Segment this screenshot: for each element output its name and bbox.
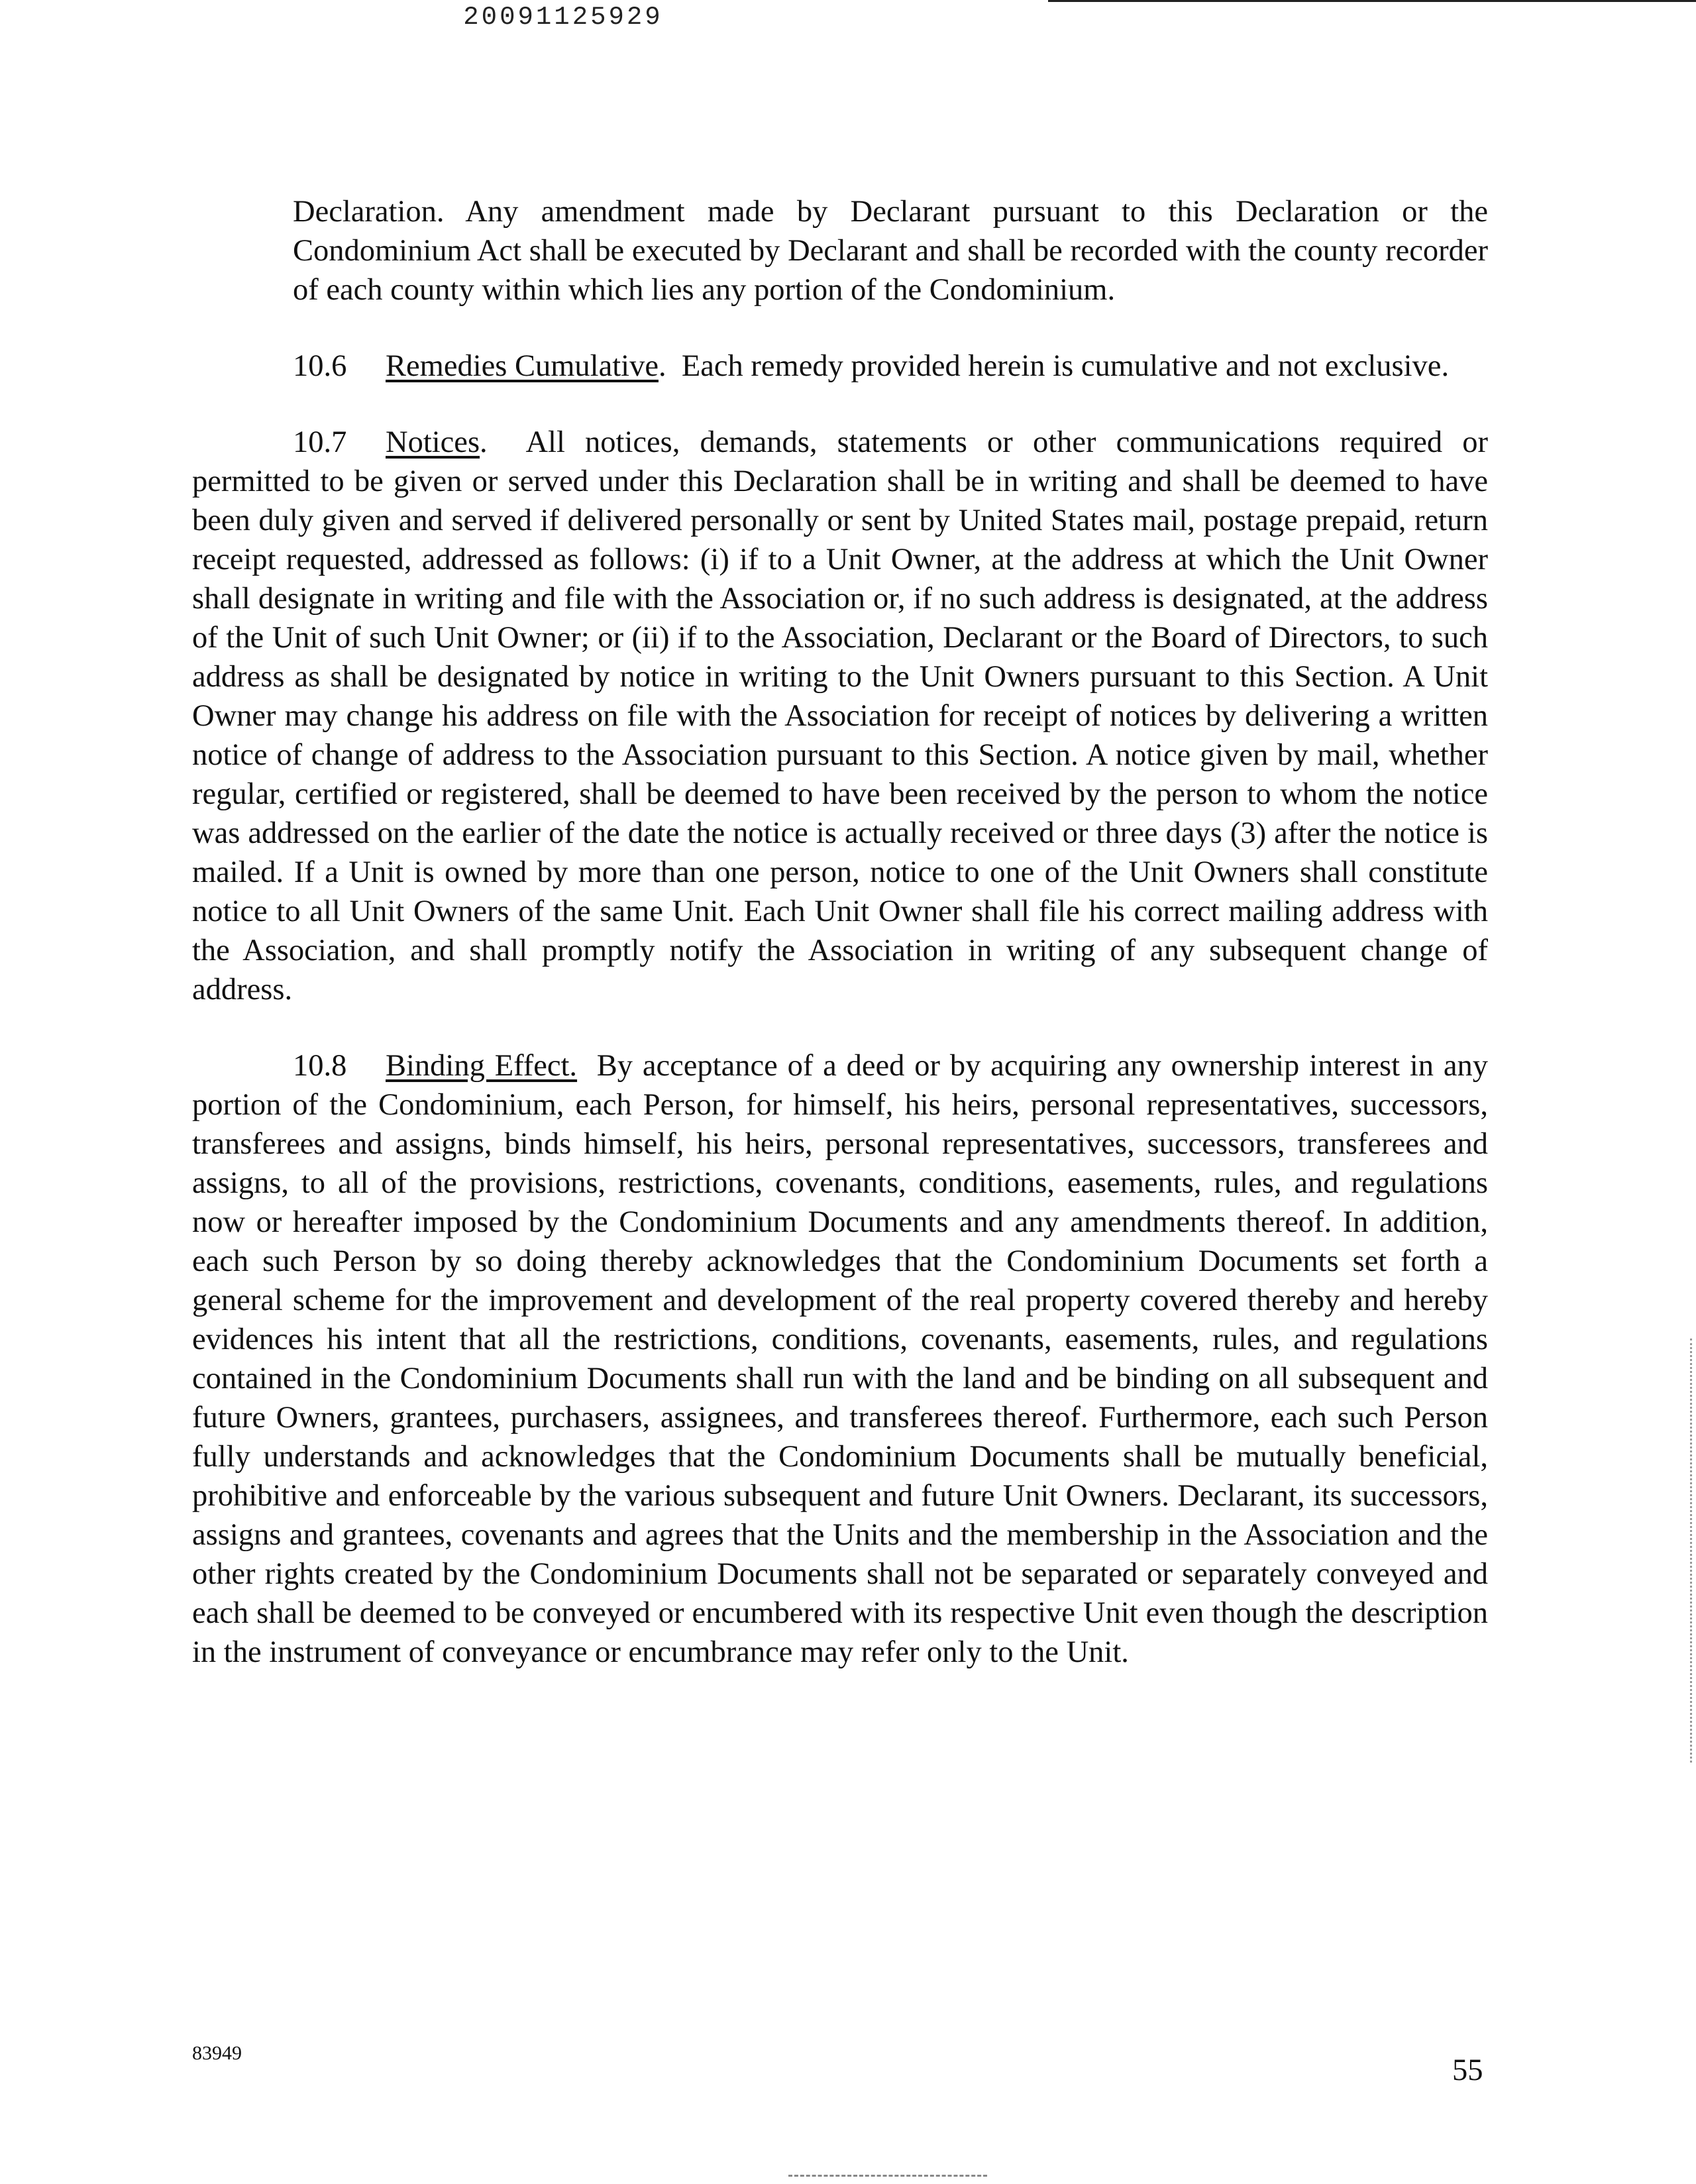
section-number: 10.8 xyxy=(293,1049,347,1083)
top-rule xyxy=(1048,0,1696,2)
section-10-7 xyxy=(192,423,1488,1009)
section-title: Binding Effect. xyxy=(386,1049,578,1083)
section-10-6 xyxy=(192,347,1488,386)
section-title-suffix: . xyxy=(480,425,488,459)
document-body xyxy=(192,192,1488,1672)
intro-paragraph: Declaration. Any amendment made by Declarant pursuant to this Declaration or the Condominium Act shall be executed by Declarant and shall be recorded with the county recorder of each county within which lies any portion of the Condominium. xyxy=(293,195,1488,307)
section-title: Notices xyxy=(386,425,480,459)
section-text: All notices, demands, statements or other communications required or permitted to be given or served under this Declaration shall be in writing and shall be deemed to have been duly given and served if delivered personally or sent by United States mail, postage prepaid, return receipt requested, addressed as follows: (i) if to a Unit Owner, at the address at which the Unit Owner shall designate in writing and file with the Association or, if no such address is designated, at the address of the Unit of such Unit Owner; or (ii) if to the Association, Declarant or the Board of Directors, to such address as shall be designated by notice in writing to the Unit Owners pursuant to this Section. A Unit Owner may change his address on file with the Association for receipt of notices by delivering a written notice of change of address to the Association pursuant to this Section. A notice given by mail, whether regular, certified or registered, shall be deemed to have been received by the person to whom the notice was addressed on the earlier of the date the notice is actually received or three days (3) after the notice is mailed. If a Unit is owned by more than one person, notice to one of the Unit Owners shall constitute notice to all Unit Owners of the same Unit. Each Unit Owner shall file his correct mailing address with the Association, and shall promptly notify the Association in writing of any subsequent change of address. xyxy=(192,425,1488,1007)
section-title: Remedies Cumulative xyxy=(386,349,659,383)
section-text: Each remedy provided herein is cumulative and not exclusive. xyxy=(681,349,1450,383)
section-10-8 xyxy=(192,1046,1488,1672)
record-number: 20091125929 xyxy=(463,3,663,32)
page-number: 55 xyxy=(1452,2053,1483,2087)
scan-bottom-marks xyxy=(788,2175,987,2179)
document-id: 83949 xyxy=(192,2042,242,2064)
scan-margin-marks xyxy=(1690,1338,1696,1763)
section-number: 10.6 xyxy=(293,349,347,383)
section-text: By acceptance of a deed or by acquiring any ownership interest in any portion of the Condominium, each Person, for himself, his heirs, personal representatives, successors, transferees and assigns, binds himself, his heirs, personal representatives, successors, transferees and assigns, to all of the provisions, restrictions, covenants, conditions, easements, rules, and regulations now or hereafter imposed by the Condominium Documents and any amendments thereof. In addition, each such Person by so doing thereby acknowledges that the Condominium Documents set forth a general scheme for the improvement and development of the real property covered thereby and hereby evidences his intent that all the restrictions, conditions, covenants, easements, rules, and regulations contained in the Condominium Documents shall run with the land and be binding on all subsequent and future Owners, grantees, purchasers, assignees, and transferees thereof. Furthermore, each such Person fully understands and acknowledges that the Condominium Documents shall be mutually beneficial, prohibitive and enforceable by the various subsequent and future Unit Owners. Declarant, its successors, assigns and grantees, covenants and agrees that the Units and the membership in the Association and the other rights created by the Condominium Documents shall not be separated or separately conveyed and each shall be deemed to be conveyed or encumbered with its respective Unit even though the description in the instrument of conveyance or encumbrance may refer only to the Unit. xyxy=(192,1049,1489,1669)
section-title-suffix: . xyxy=(658,349,666,383)
section-number: 10.7 xyxy=(293,425,347,459)
